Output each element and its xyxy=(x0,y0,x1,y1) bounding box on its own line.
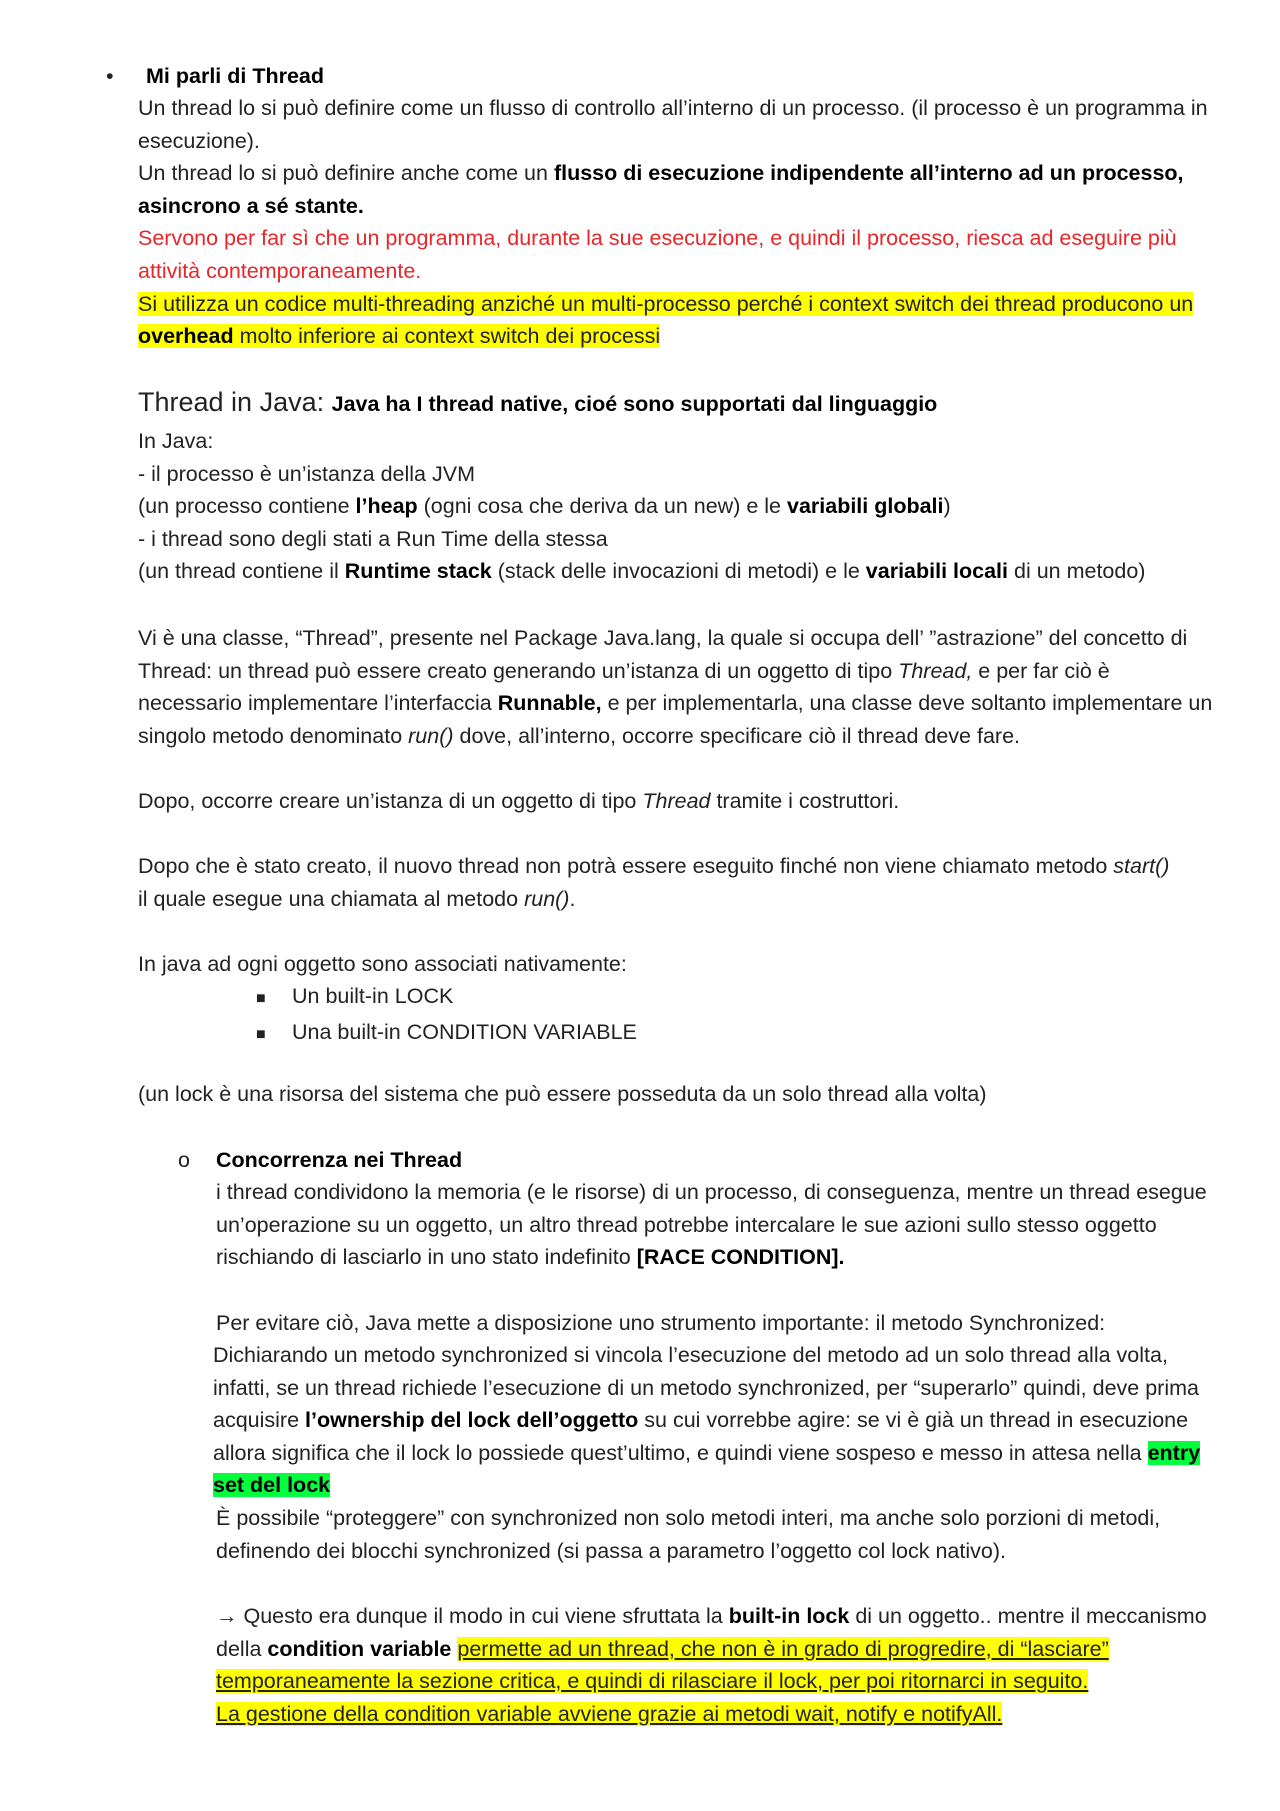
java-body xyxy=(138,425,1213,588)
red-paragraph: Servono per far sì che un programma, durante la sue esecuzione, e quindi il processo, riesca ad eseguire più attività contemporaneamente. xyxy=(138,226,1177,283)
text-line: (un thread contiene il Runtime stack (stack delle invocazioni di metodi) e le variabili locali di un metodo) xyxy=(138,559,1146,584)
concorrenza-p4: È possibile “proteggere” con synchronized non solo metodi interi, ma anche solo porzioni di metodi, definendo dei blocchi synchronized (si passa a parametro l’oggetto col lock nativo). xyxy=(216,1506,1161,1563)
java-paragraph-constructor: Dopo, occorre creare un’istanza di un oggetto di tipo Thread tramite i costruttori. xyxy=(138,789,900,813)
list-item: ■ Una built-in CONDITION VARIABLE xyxy=(256,1019,637,1044)
concorrenza-p2: Per evitare ciò, Java mette a disposizione uno strumento importante: il metodo Synchronized: xyxy=(216,1311,1106,1335)
text-line: - i thread sono degli stati a Run Time della stessa xyxy=(138,526,608,551)
text-line: In Java: xyxy=(138,429,214,453)
java-heading: Thread in Java: Java ha I thread native, cioé sono supportati dal linguaggio xyxy=(138,387,938,417)
java-paragraph-start: Dopo che è stato creato, il nuovo thread non potrà essere eseguito finché non viene chiamato metodo start() il quale esegue una chiamata al metodo run(). xyxy=(138,854,1170,911)
concorrenza-p1: i thread condividono la memoria (e le risorse) di un processo, di conseguenza, mentre un thread esegue un’operazione su un oggetto, un altro thread potrebbe intercalare le sue azioni sullo stesso oggetto rischiando di lasciarlo in uno stato indefinito [RACE CONDITION]. xyxy=(216,1180,1207,1270)
arrow-icon: → xyxy=(216,1604,238,1628)
highlighted-paragraph: Si utilizza un codice multi-threading anziché un multi-processo perché i context switch dei thread producono un overhead molto inferiore ai context switch dei processi xyxy=(138,291,1194,349)
circle-bullet: o xyxy=(178,1148,190,1172)
text-line: (un processo contiene l’heap (ogni cosa che deriva da un new) e le variabili globali) xyxy=(138,494,951,519)
paragraph: Un thread lo si può definire anche come un flusso di esecuzione indipendente all’interno ad un processo, asincrono a sé stante. xyxy=(138,161,1184,218)
concorrenza-title: Concorrenza nei Thread xyxy=(216,1148,463,1172)
lock-note: (un lock è una risorsa del sistema che può essere posseduta da un solo thread alla volta) xyxy=(138,1082,987,1106)
bullet-dot: • xyxy=(106,64,114,88)
concorrenza-p3: Dichiarando un metodo synchronized si vincola l’esecuzione del metodo ad un solo thread alla volta, infatti, se un thread richiede l’esecuzione di un metodo synchronized, per “superarlo” quindi, deve prima acquisire l’ownership del lock dell’oggetto su cui vorrebbe agire: se vi è già un thread in esecuzione allora significa che il lock lo possiede quest’ultimo, e quindi viene sospeso e messo in attesa nella entry set del lock xyxy=(213,1343,1201,1498)
text-line: - il processo è un’istanza della JVM xyxy=(138,461,475,486)
list-item: ■ Un built-in LOCK xyxy=(256,984,454,1008)
native-list xyxy=(256,980,637,1051)
java-paragraph-native: In java ad ogni oggetto sono associati nativamente: xyxy=(138,952,627,976)
section1-body xyxy=(138,92,1213,353)
concorrenza-p5: → Questo era dunque il modo in cui viene sfruttata la built-in lock di un oggetto.. mentre il meccanismo della condition variable permette ad un thread, che non è in grado di progredire, di “lasciare” temporaneamente la sezione critica, e quindi di rilasciare il lock, per poi ritornarci in seguito. La gestione della condition variable avviene grazie ai metodi wait, notify e notifyAll. xyxy=(216,1604,1207,1726)
section-title: Mi parli di Thread xyxy=(146,64,324,88)
java-paragraph-thread-class: Vi è una classe, “Thread”, presente nel Package Java.lang, la quale si occupa dell’ ”astrazione” del concetto di Thread: un thread può essere creato generando un’istanza di un oggetto di tipo Thread, e per far ciò è necessario implementare l’interfaccia Runnable, e per implementarla, una classe deve soltanto implementare un singolo metodo denominato run() dove, all’interno, occorre specificare ciò il thread deve fare. xyxy=(138,626,1213,748)
paragraph: Un thread lo si può definire come un flusso di controllo all’interno di un processo. (il processo è un programma in esecuzione). xyxy=(138,96,1208,153)
condition-variable-note: La gestione della condition variable avviene grazie ai metodi wait, notify e notifyAll. xyxy=(216,1701,1003,1726)
